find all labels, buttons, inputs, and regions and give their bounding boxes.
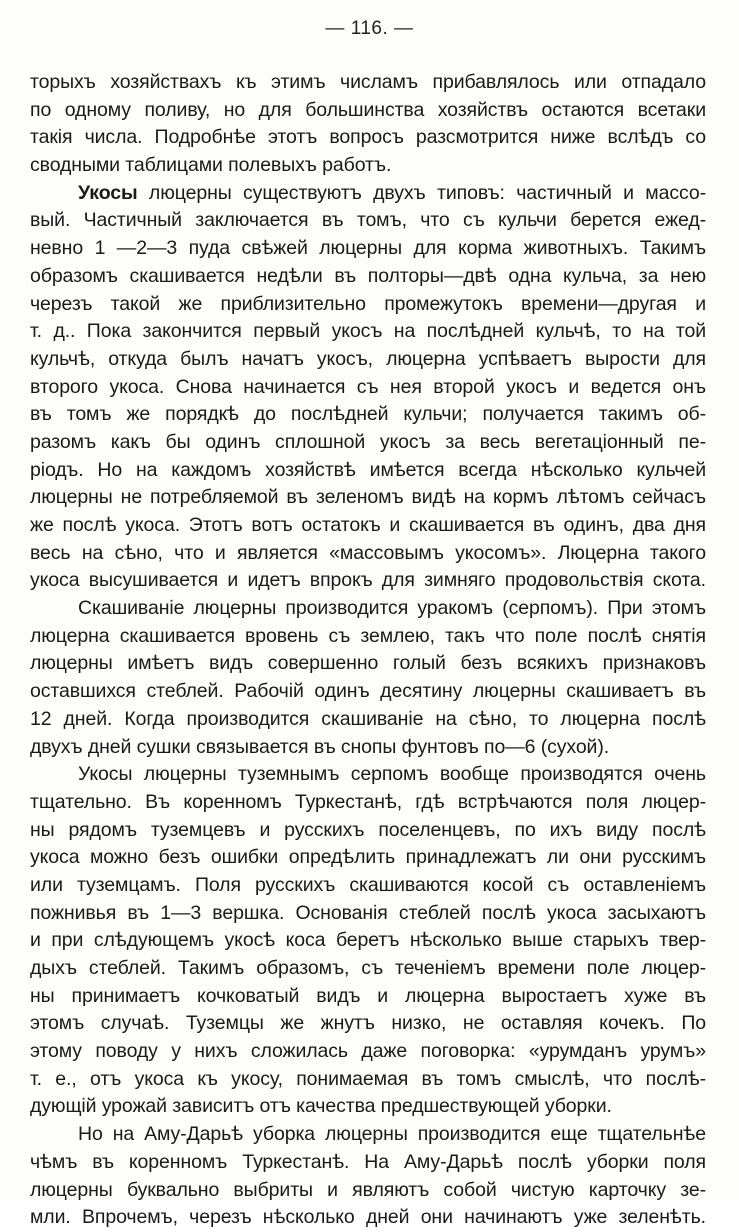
text-line: Скашиваніе люцерны производится уракомъ (серпомъ). При этомъ — [78, 597, 706, 620]
text-line: люцерны не потребляемой въ зеленомъ видѣ на кормъ лѣтомъ сейчасъ — [30, 486, 706, 509]
text-line: по одному поливу, но для большинства хозяйствъ остаются всетаки — [30, 98, 706, 121]
bold-lead-word: Укосы — [78, 181, 138, 204]
text-line: дующій урожай зависитъ отъ качества предшествующей уборки. — [30, 1095, 612, 1118]
text-line: оставшихся стеблей. Рабочій одинъ десятину люцерны скашиваетъ въ — [30, 680, 706, 703]
text-line: въ томъ же порядкѣ до послѣдней кульчи; получается такимъ об- — [30, 403, 706, 426]
text-line: т. д.. Пока закончится первый укосъ на послѣдней кульчѣ, то на той — [30, 320, 706, 343]
text-line: такія числа. Подробнѣе этотъ вопросъ разсмотрится ниже вслѣдъ со — [30, 126, 706, 149]
text-line: Но на Аму-Дарьѣ уборка люцерны производится еще тщательнѣе — [78, 1123, 706, 1146]
text-line: люцерны буквально выбриты и являютъ собой чистую карточку зе- — [30, 1178, 706, 1201]
text-line: образомъ скашивается недѣли въ полторы—двѣ одна кульча, за нею — [30, 264, 706, 287]
text-line: мли. Впрочемъ, черезъ нѣсколько дней они начинаютъ уже зеленѣть. — [30, 1206, 706, 1229]
text-span: люцерны существуютъ двухъ типовъ: частичный и массо- — [137, 181, 706, 204]
text-line: т. е., отъ укоса къ укосу, понимаемая въ томъ смыслѣ, что послѣ- — [30, 1067, 706, 1090]
text-line: кульчѣ, откуда былъ начатъ укосъ, люцерна успѣваетъ вырости для — [30, 347, 706, 370]
text-line: ны принимаетъ кочковатый видъ и люцерна выростаетъ хуже въ — [30, 984, 706, 1007]
text-line: разомъ какъ бы одинъ сплошной укосъ за весь вегетаціонный пе- — [30, 430, 706, 453]
text-line: люцерны имѣетъ видъ совершенно голый безъ всякихъ признаковъ — [30, 652, 706, 675]
text-line: этомъ случаѣ. Туземцы же жнутъ низко, не оставляя кочекъ. По — [30, 1012, 706, 1035]
text-line: сводными таблицами полевыхъ работъ. — [30, 154, 392, 177]
text-line: весь на сѣно, что и является «массовымъ укосомъ». Люцерна такого — [30, 541, 706, 564]
text-line: дыхъ стеблей. Такимъ образомъ, съ теченіемъ времени поле люцер- — [30, 957, 706, 979]
text-line: чѣмъ въ коренномъ Туркестанѣ. На Аму-Дарьѣ послѣ уборки поля — [30, 1150, 706, 1173]
text-line: черезъ такой же приблизительно промежутокъ времени—другая и — [30, 292, 706, 315]
paragraph — [30, 1121, 706, 1232]
page-number: — 116. — — [325, 18, 414, 39]
text-line: пожнивья въ 1—3 вершка. Основанія стеблей послѣ укоса засыхаютъ — [30, 901, 706, 924]
text-line: люцерна скашивается вровень съ землею, такъ что поле послѣ снятія — [30, 624, 706, 647]
paragraph — [30, 761, 706, 1121]
page-body-text — [30, 69, 706, 1232]
text-line: этому поводу у нихъ сложилась даже поговорка: «урумданъ урумъ» — [30, 1040, 706, 1063]
text-line: тщательно. Въ коренномъ Туркестанѣ, гдѣ встрѣчаются поля люцер- — [30, 790, 706, 813]
text-line: 12 дней. Когда производится скашиваніе на сѣно, то люцерна послѣ — [30, 707, 706, 730]
paragraph — [30, 180, 706, 595]
text-line: укоса можно безъ ошибки опредѣлить принадлежатъ ли они русскимъ — [30, 846, 706, 869]
text-line — [30, 180, 706, 208]
text-line: ріодъ. Но на каждомъ хозяйствѣ имѣется всегда нѣсколько кульчей — [30, 458, 706, 481]
text-line: торыхъ хозяйствахъ къ этимъ числамъ прибавлялось или отпадало — [30, 71, 706, 93]
text-line: невно 1 —2—3 пуда свѣжей люцерны для корма животныхъ. Такимъ — [30, 237, 706, 260]
text-line: и при слѣдующемъ укосѣ коса беретъ нѣсколько выше старыхъ твер- — [30, 929, 706, 952]
text-line: вый. Частичный заключается въ томъ, что съ кульчи берется ежед- — [30, 209, 706, 232]
paragraph — [30, 69, 706, 180]
text-line: же послѣ укоса. Этотъ вотъ остатокъ и скашивается въ одинъ, два дня — [30, 514, 706, 536]
paragraph — [30, 595, 706, 761]
text-line: или туземцамъ. Поля русскихъ скашиваются косой съ оставленіемъ — [30, 873, 706, 896]
text-line: укоса высушивается и идетъ впрокъ для зимняго продовольствія скота. — [30, 569, 706, 592]
text-line: Укосы люцерны туземнымъ серпомъ вообще производятся очень — [78, 763, 706, 786]
text-line: ны рядомъ туземцевъ и русскихъ поселенцевъ, по ихъ виду послѣ — [30, 818, 706, 841]
text-line: второго укоса. Снова начинается съ нея второй укосъ и ведется онъ — [30, 375, 706, 398]
text-line: двухъ дней сушки связывается въ снопы фунтовъ по—6 (сухой). — [30, 735, 610, 758]
